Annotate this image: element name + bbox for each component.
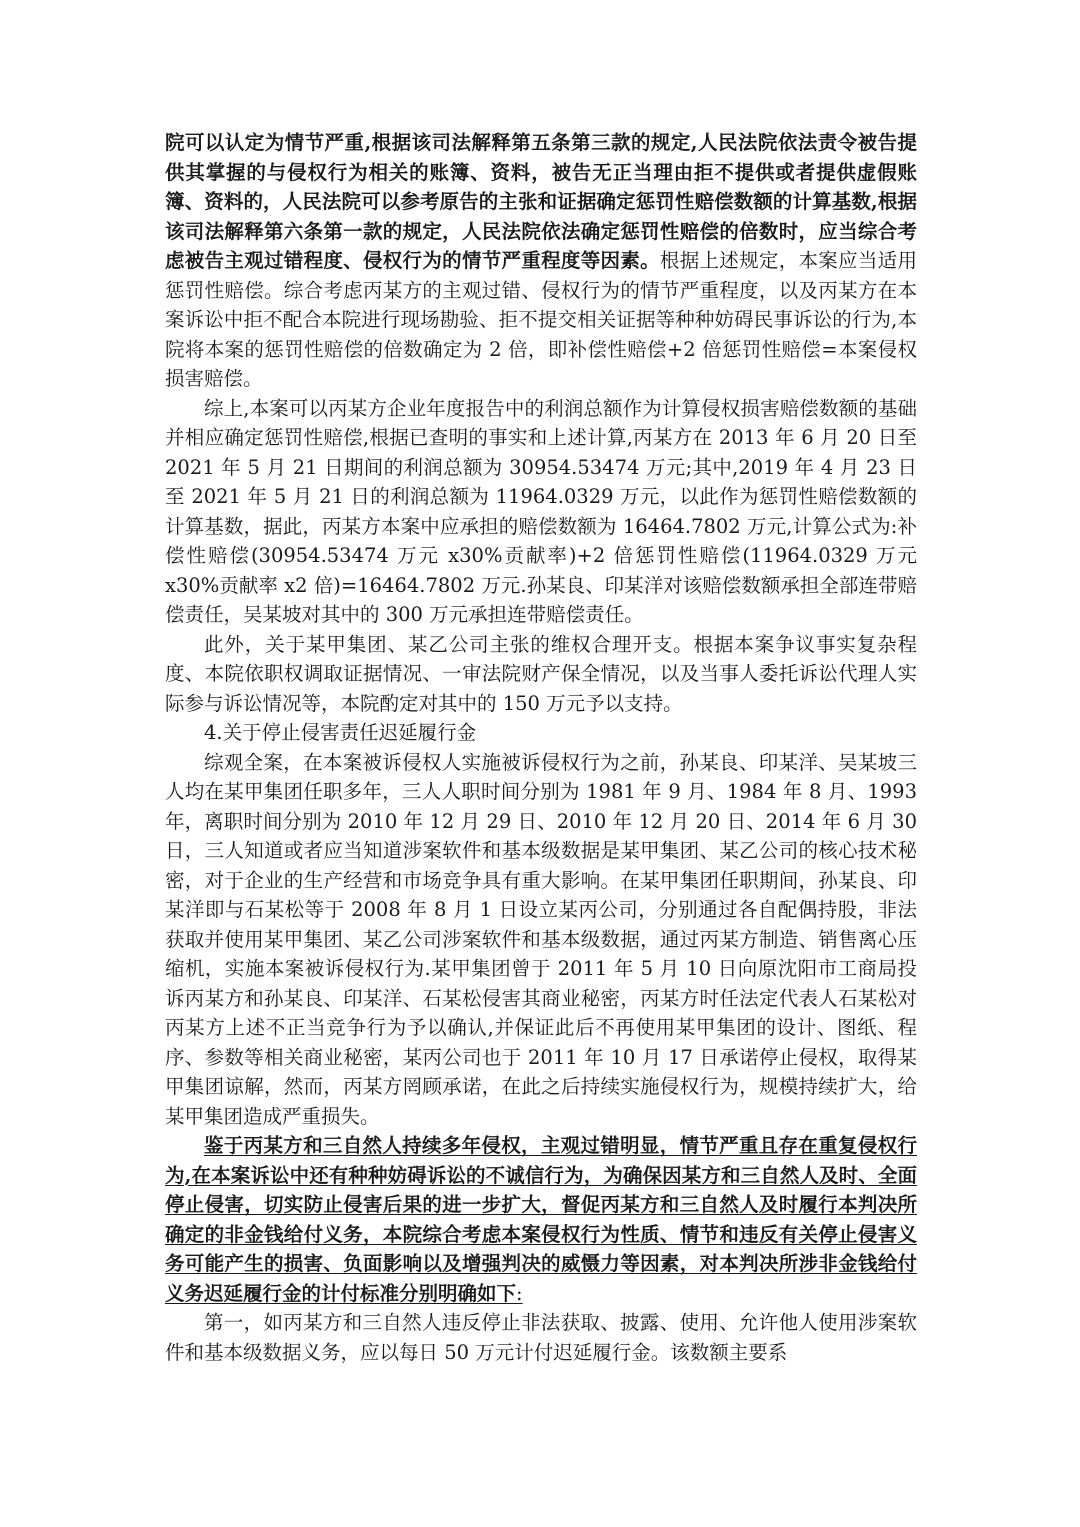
paragraph-reasonable-expenses: 此外，关于某甲集团、某乙公司主张的维权合理开支。根据本案争议事实复杂程度、本院依职权调取证据情况、一审法院财产保全情况，以及当事人委托诉讼代理人实际参与诉讼情况等，本院酌定对其中的 150 万元予以支持。: [165, 632, 917, 715]
paragraph-case-overview: 综观全案，在本案被诉侵权人实施被诉侵权行为之前，孙某良、印某洋、吴某坡三人均在某甲集团任职多年，三人人职时间分别为 1981 年 9 月、1984 年 8 月、1993 年，离职时间分别为 2010 年 12 月 29 日、2010 年 12 月 20 日、2014 年 6 月 30 日，三人知道或者应当知道涉案软件和基本级数据是某甲集团、某乙公司的核心技术秘密，对于企业的生产经营和市场竞争具有重大影响。在某甲集团任职期间，孙某良、印某洋即与石某松等于 2008 年 8 月 1 日设立某丙公司，分别通过各自配偶持股，非法获取并使用某甲集团、某乙公司涉案软件和基本级数据，通过丙某方制造、销售离心压缩机，实施本案被诉侵权行为.某甲集团曾于 2011 年 5 月 10 日向原沈阳市工商局投诉丙某方和孙某良、印某洋、石某松侵害其商业秘密，丙某方时任法定代表人石某松对丙某方上述不正当竞争行为予以确认,并保证此后不再使用某甲集团的设计、图纸、程序、参数等相关商业秘密，某丙公司也于 2011 年 10 月 17 日承诺停止侵权，取得某甲集团谅解，然而，丙某方罔顾承诺，在此之后持续实施侵权行为，规模持续扩大，给某甲集团造成严重损失。: [165, 750, 917, 1128]
paragraph-first-standard: 第一，如丙某方和三自然人违反停止非法获取、披露、使用、允许他人使用涉案软件和基本级数据义务，应以每日 50 万元计付迟延履行金。该数额主要系: [165, 1311, 917, 1364]
document-body: [165, 128, 917, 1367]
bold-underlined-statement: 鉴于丙某方和三自然人持续多年侵权，主观过错明显，情节严重且存在重复侵权行为,在本案诉讼中还有种种妨碍诉讼的不诚信行为，为确保因某方和三自然人及时、全面停止侵害，切实防止侵害后果的进一步扩大，督促丙某方和三自然人及时履行本判决所确定的非金钱给付义务，本院综合考虑本案侵权行为性质、情节和违反有关停止侵害义务可能产生的损害、负面影响以及增强判决的威慑力等因素，对本判决所涉非金钱给付义务迟延履行金的计付标准分别明确如下: [165, 1134, 917, 1305]
statement-colon: :: [516, 1281, 523, 1305]
application-text: 根据上述规定，本案应当适用惩罚性赔偿。综合考虑丙某方的主观过错、侵权行为的情节严重程度，以及丙某方在本案诉讼中拒不配合本院进行现场勘验、拒不提交相关证据等种种妨碍民事诉讼的行为,本院将本案的惩罚性赔偿的倍数确定为 2 倍，即补偿性赔偿+2 倍惩罚性赔偿=本案侵权损害赔偿。: [165, 249, 917, 390]
paragraph-damages-calculation: 综上,本案可以丙某方企业年度报告中的利润总额作为计算侵权损害赔偿数额的基础并相应确定惩罚性赔偿,根据已查明的事实和上述计算,丙某方在 2013 年 6 月 20 日至 2021 年 5 月 21 日期间的利润总额为 30954.53474 万元;其中,2019 年 4 月 23 日至 2021 年 5 月 21 日的利润总额为 11964.0329 万元，以此作为惩罚性赔偿数额的计算基数，据此，丙某方本案中应承担的赔偿数额为 16464.7802 万元,计算公式为:补偿性赔偿(30954.53474 万元 x30%贡献率)+2 倍惩罚性赔偿(11964.0329 万元 x30%贡献率 x2 倍)=16464.7802 万元.孙某良、印某洋对该赔偿数额承担全部连带赔偿责任，吴某坡对其中的 300 万元承担连带赔偿责任。: [165, 396, 917, 626]
bold-legal-basis: 院可以认定为情节严重,根据该司法解释第五条第三款的规定,人民法院依法责令被告提供其掌握的与侵权行为相关的账簿、资料，被告无正当理由拒不提供或者提供虚假账簿、资料的，人民法院可以参考原告的主张和证据确定惩罚性赔偿数额的计算基数,根据该司法解释第六条第一款的规定，人民法院依法确定惩罚性赔偿的倍数时，应当综合考虑被告主观过错程度、侵权行为的情节严重程度等因素。: [165, 131, 917, 272]
paragraph-delay-fee-standard: [165, 1131, 917, 1308]
section-heading-delay-fee: 4.关于停止侵害责任迟延履行金: [204, 721, 477, 744]
paragraph-punitive-damages: [165, 128, 917, 394]
